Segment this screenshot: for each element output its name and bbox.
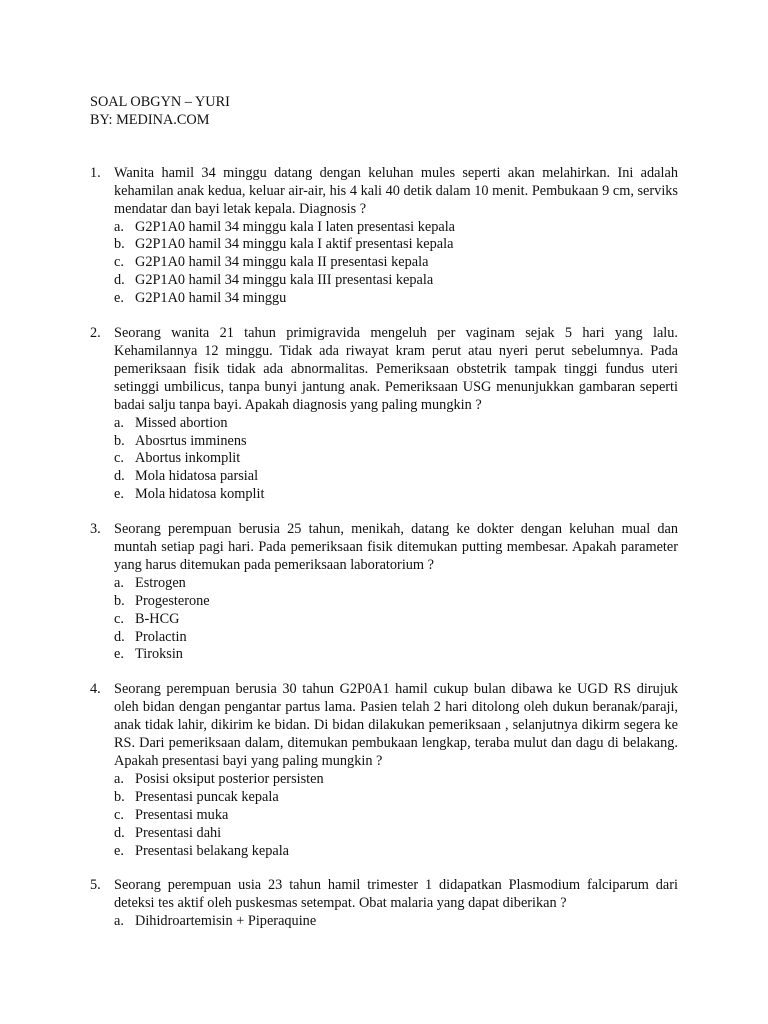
question-text: Seorang perempuan berusia 25 tahun, menikah, datang ke dokter dengan keluhan mual dan muntah setiap pagi hari. Pada pemeriksaan fisik ditemukan putting membesar. Apakah parameter yang harus ditemukan pada pemeriksaan laboratorium ? bbox=[114, 521, 678, 573]
answer-option bbox=[114, 843, 678, 861]
option-list bbox=[114, 575, 678, 665]
option-text: Tiroksin bbox=[135, 646, 183, 663]
question-text: Wanita hamil 34 minggu datang dengan keluhan mules seperti akan melahirkan. Ini adalah kehamilan anak kedua, keluar air-air, his 4 kali 40 detik dalam 10 menit. Pembukaan 9 cm, serviks mendatar dan bayi letak kepala. Diagnosis ? bbox=[114, 164, 678, 217]
option-letter: a. bbox=[114, 913, 124, 930]
option-text: Presentasi muka bbox=[135, 806, 229, 823]
question-text: Seorang perempuan berusia 30 tahun G2P0A1 hamil cukup bulan dibawa ke UGD RS dirujuk oleh bidan dengan pengantar partus lama. Pasien telah 2 hari ditolong oleh dukun beranak/paraji, anak tidak lahir, dikirim ke bidan. Di bidan dilakukan pemeriksaan , selanjutnya dikirm segera ke RS. Dari pemeriksaan dalam, ditemukan pembukaan lengkap, teraba mulut dan dagu di belakang. Apakah presentasi bayi yang paling mungkin ? bbox=[114, 681, 678, 769]
option-text: Estrogen bbox=[135, 574, 186, 591]
option-text: Progesterone bbox=[135, 592, 210, 609]
option-letter: a. bbox=[114, 414, 124, 431]
option-letter: b. bbox=[114, 788, 125, 805]
question-text: Seorang perempuan usia 23 tahun hamil trimester 1 didapatkan Plasmodium falciparum dari deteksi tes aktif oleh puskesmas setempat. Obat malaria yang dapat diberikan ? bbox=[114, 877, 678, 912]
answer-option bbox=[114, 593, 678, 611]
document-header bbox=[90, 94, 678, 130]
question-number: 2. bbox=[90, 325, 101, 342]
answer-option bbox=[114, 646, 678, 664]
answer-option bbox=[114, 825, 678, 843]
answer-option bbox=[114, 468, 678, 486]
option-text: Mola hidatosa parsial bbox=[135, 468, 259, 485]
option-letter: b. bbox=[114, 236, 125, 253]
answer-option bbox=[114, 219, 678, 237]
option-text: Abortus inkomplit bbox=[135, 450, 241, 467]
option-text: Prolactin bbox=[135, 628, 187, 645]
answer-option bbox=[114, 486, 678, 504]
option-text: Mola hidatosa komplit bbox=[135, 486, 265, 503]
option-text: G2P1A0 hamil 34 minggu kala II presentasi kepala bbox=[135, 254, 429, 271]
answer-option bbox=[114, 272, 678, 290]
answer-option bbox=[114, 450, 678, 468]
question-item bbox=[90, 681, 678, 860]
question-item bbox=[90, 325, 678, 504]
option-list bbox=[114, 219, 678, 309]
answer-option bbox=[114, 629, 678, 647]
question-number: 4. bbox=[90, 681, 101, 698]
question-item bbox=[90, 521, 678, 664]
question-number: 3. bbox=[90, 521, 101, 538]
answer-option bbox=[114, 433, 678, 451]
answer-option bbox=[114, 611, 678, 629]
option-text: Dihidroartemisin + Piperaquine bbox=[135, 913, 317, 930]
option-letter: d. bbox=[114, 272, 125, 289]
option-list bbox=[114, 771, 678, 861]
option-text: Presentasi dahi bbox=[135, 824, 222, 841]
option-text: Presentasi puncak kepala bbox=[135, 788, 279, 805]
option-text: Posisi oksiput posterior persisten bbox=[135, 770, 324, 787]
question-number: 5. bbox=[90, 877, 101, 894]
option-text: G2P1A0 hamil 34 minggu kala I aktif presentasi kepala bbox=[135, 236, 454, 253]
question-text: Seorang wanita 21 tahun primigravida mengeluh per vaginam sejak 5 hari yang lalu. Kehamilannya 12 minggu. Tidak ada riwayat kram perut atau nyeri perut sebelumnya. Pada pemeriksaan fisik tidak ada abnormalitas. Pemeriksaan obstetrik tampak tinggi fundus uteri setinggi umbilicus, tanpa bunyi jantung anak. Pemeriksaan USG menunjukkan gambaran seperti badai salju tanpa bayi. Apakah diagnosis yang paling mungkin ? bbox=[114, 325, 678, 413]
option-letter: a. bbox=[114, 574, 124, 591]
option-letter: d. bbox=[114, 468, 125, 485]
question-list bbox=[90, 165, 678, 931]
option-letter: d. bbox=[114, 824, 125, 841]
option-text: Presentasi belakang kepala bbox=[135, 842, 290, 859]
option-letter: a. bbox=[114, 218, 124, 235]
question-number: 1. bbox=[90, 164, 101, 181]
answer-option bbox=[114, 415, 678, 433]
answer-option bbox=[114, 290, 678, 308]
option-letter: b. bbox=[114, 592, 125, 609]
option-letter: e. bbox=[114, 842, 124, 859]
question-item bbox=[90, 165, 678, 308]
option-letter: e. bbox=[114, 486, 124, 503]
option-letter: e. bbox=[114, 646, 124, 663]
option-text: Missed abortion bbox=[135, 414, 228, 431]
option-text: G2P1A0 hamil 34 minggu kala III presentasi kepala bbox=[135, 272, 434, 289]
option-letter: c. bbox=[114, 610, 124, 627]
option-letter: c. bbox=[114, 806, 124, 823]
option-list bbox=[114, 913, 678, 931]
option-text: G2P1A0 hamil 34 minggu kala I laten presentasi kepala bbox=[135, 218, 456, 235]
option-letter: c. bbox=[114, 450, 124, 467]
option-letter: d. bbox=[114, 628, 125, 645]
option-text: G2P1A0 hamil 34 minggu bbox=[135, 290, 287, 307]
option-list bbox=[114, 415, 678, 505]
answer-option bbox=[114, 771, 678, 789]
option-text: Abosrtus imminens bbox=[135, 432, 247, 449]
answer-option bbox=[114, 807, 678, 825]
answer-option bbox=[114, 254, 678, 272]
option-text: B-HCG bbox=[135, 610, 180, 627]
answer-option bbox=[114, 236, 678, 254]
option-letter: a. bbox=[114, 770, 124, 787]
answer-option bbox=[114, 789, 678, 807]
document-title: SOAL OBGYN – YURI bbox=[90, 94, 230, 110]
option-letter: c. bbox=[114, 254, 124, 271]
question-item bbox=[90, 877, 678, 931]
option-letter: b. bbox=[114, 432, 125, 449]
answer-option bbox=[114, 575, 678, 593]
option-letter: e. bbox=[114, 290, 124, 307]
answer-option bbox=[114, 913, 678, 931]
document-byline: BY: MEDINA.COM bbox=[90, 111, 210, 128]
